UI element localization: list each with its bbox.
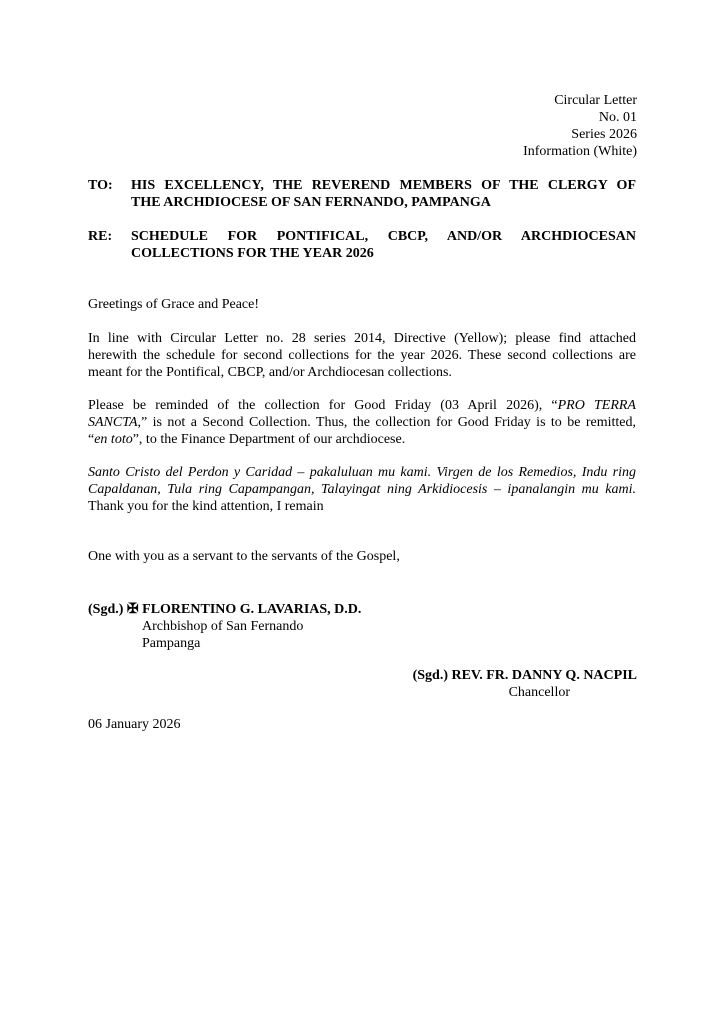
signed-prefix: (Sgd.) <box>88 602 124 617</box>
p2-italic-latin: en toto <box>94 432 133 447</box>
paragraph-2-line-1 <box>88 397 636 414</box>
letter-date: 06 January 2026 <box>88 717 181 732</box>
archbishop-name-line <box>88 601 361 618</box>
p2-text: ,” is not a Second Collection. Thus, the collection for Good Friday is to be remitted, <box>137 415 636 430</box>
re-line-1: SCHEDULE FOR PONTIFICAL, CBCP, AND/OR ARCHDIOCESAN <box>131 229 636 244</box>
re-text <box>131 228 636 262</box>
p2-text: Please be reminded of the collection for Good Friday (03 April 2026), “ <box>88 398 558 413</box>
paragraph-2-line-2 <box>88 414 636 431</box>
prayer-line-1: Santo Cristo del Perdon y Caridad – pakaluluan mu kami. Virgen de los Remedios, Indu ring <box>88 465 636 480</box>
to-text <box>131 177 636 211</box>
p2-italic-phrase: PRO TERRA <box>557 398 636 413</box>
cross-icon: ✠ <box>126 602 139 617</box>
paragraph-1-line-3: meant for the Pontifical, CBCP, and/or Archdiocesan collections. <box>88 365 452 380</box>
doc-type: Circular Letter <box>554 93 637 108</box>
p2-italic-word: SANCTA <box>88 415 138 430</box>
p2-text: ”, to the Finance Department of our archdiocese. <box>132 432 406 447</box>
paragraph-2-line-3 <box>88 431 636 448</box>
paragraph-1-line-1: In line with Circular Letter no. 28 series 2014, Directive (Yellow); please find attached <box>88 331 636 346</box>
re-block <box>88 228 636 262</box>
signed-prefix: (Sgd.) <box>412 668 448 683</box>
p2-open-quote: “ <box>88 432 95 447</box>
closing-line: One with you as a servant to the servants of the Gospel, <box>88 549 400 564</box>
archbishop-name: FLORENTINO G. LAVARIAS, D.D. <box>142 602 362 617</box>
archbishop-place: Pampanga <box>142 636 201 651</box>
chancellor-name: REV. FR. DANNY Q. NACPIL <box>451 668 637 683</box>
to-label: TO: <box>88 178 113 193</box>
letter-header <box>523 92 637 160</box>
to-line-2: THE ARCHDIOCESE OF SAN FERNANDO, PAMPANGA <box>131 195 491 210</box>
doc-number: No. 01 <box>598 110 637 125</box>
doc-series: Series 2026 <box>571 127 637 142</box>
archbishop-title: Archbishop of San Fernando <box>142 619 304 634</box>
to-line-1: HIS EXCELLENCY, THE REVEREND MEMBERS OF THE CLERGY OF <box>131 178 636 193</box>
paragraph-2 <box>88 397 636 448</box>
greeting: Greetings of Grace and Peace! <box>88 297 260 312</box>
chancellor-title: Chancellor <box>508 685 570 700</box>
re-label: RE: <box>88 229 113 244</box>
paragraph-3-line-3: Thank you for the kind attention, I remain <box>88 499 324 514</box>
re-line-2: COLLECTIONS FOR THE YEAR 2026 <box>131 246 374 261</box>
paragraph-3-line-2 <box>88 481 636 498</box>
to-block <box>88 177 636 211</box>
prayer-line-2: Capaldanan, Tula ring Capampangan, Talayingat ning Arkidiocesis – ipanalangin mu kami. <box>88 482 636 497</box>
paragraph-3 <box>88 464 636 515</box>
signatory-archbishop <box>88 601 361 652</box>
paragraph-1-line-2: herewith the schedule for second collections for the year 2026. These second collections are <box>88 348 636 363</box>
paragraph-1 <box>88 330 636 381</box>
signatory-chancellor <box>413 667 637 701</box>
doc-classification: Information (White) <box>523 144 637 159</box>
chancellor-name-line <box>413 667 637 684</box>
paragraph-3-line-1 <box>88 464 636 481</box>
